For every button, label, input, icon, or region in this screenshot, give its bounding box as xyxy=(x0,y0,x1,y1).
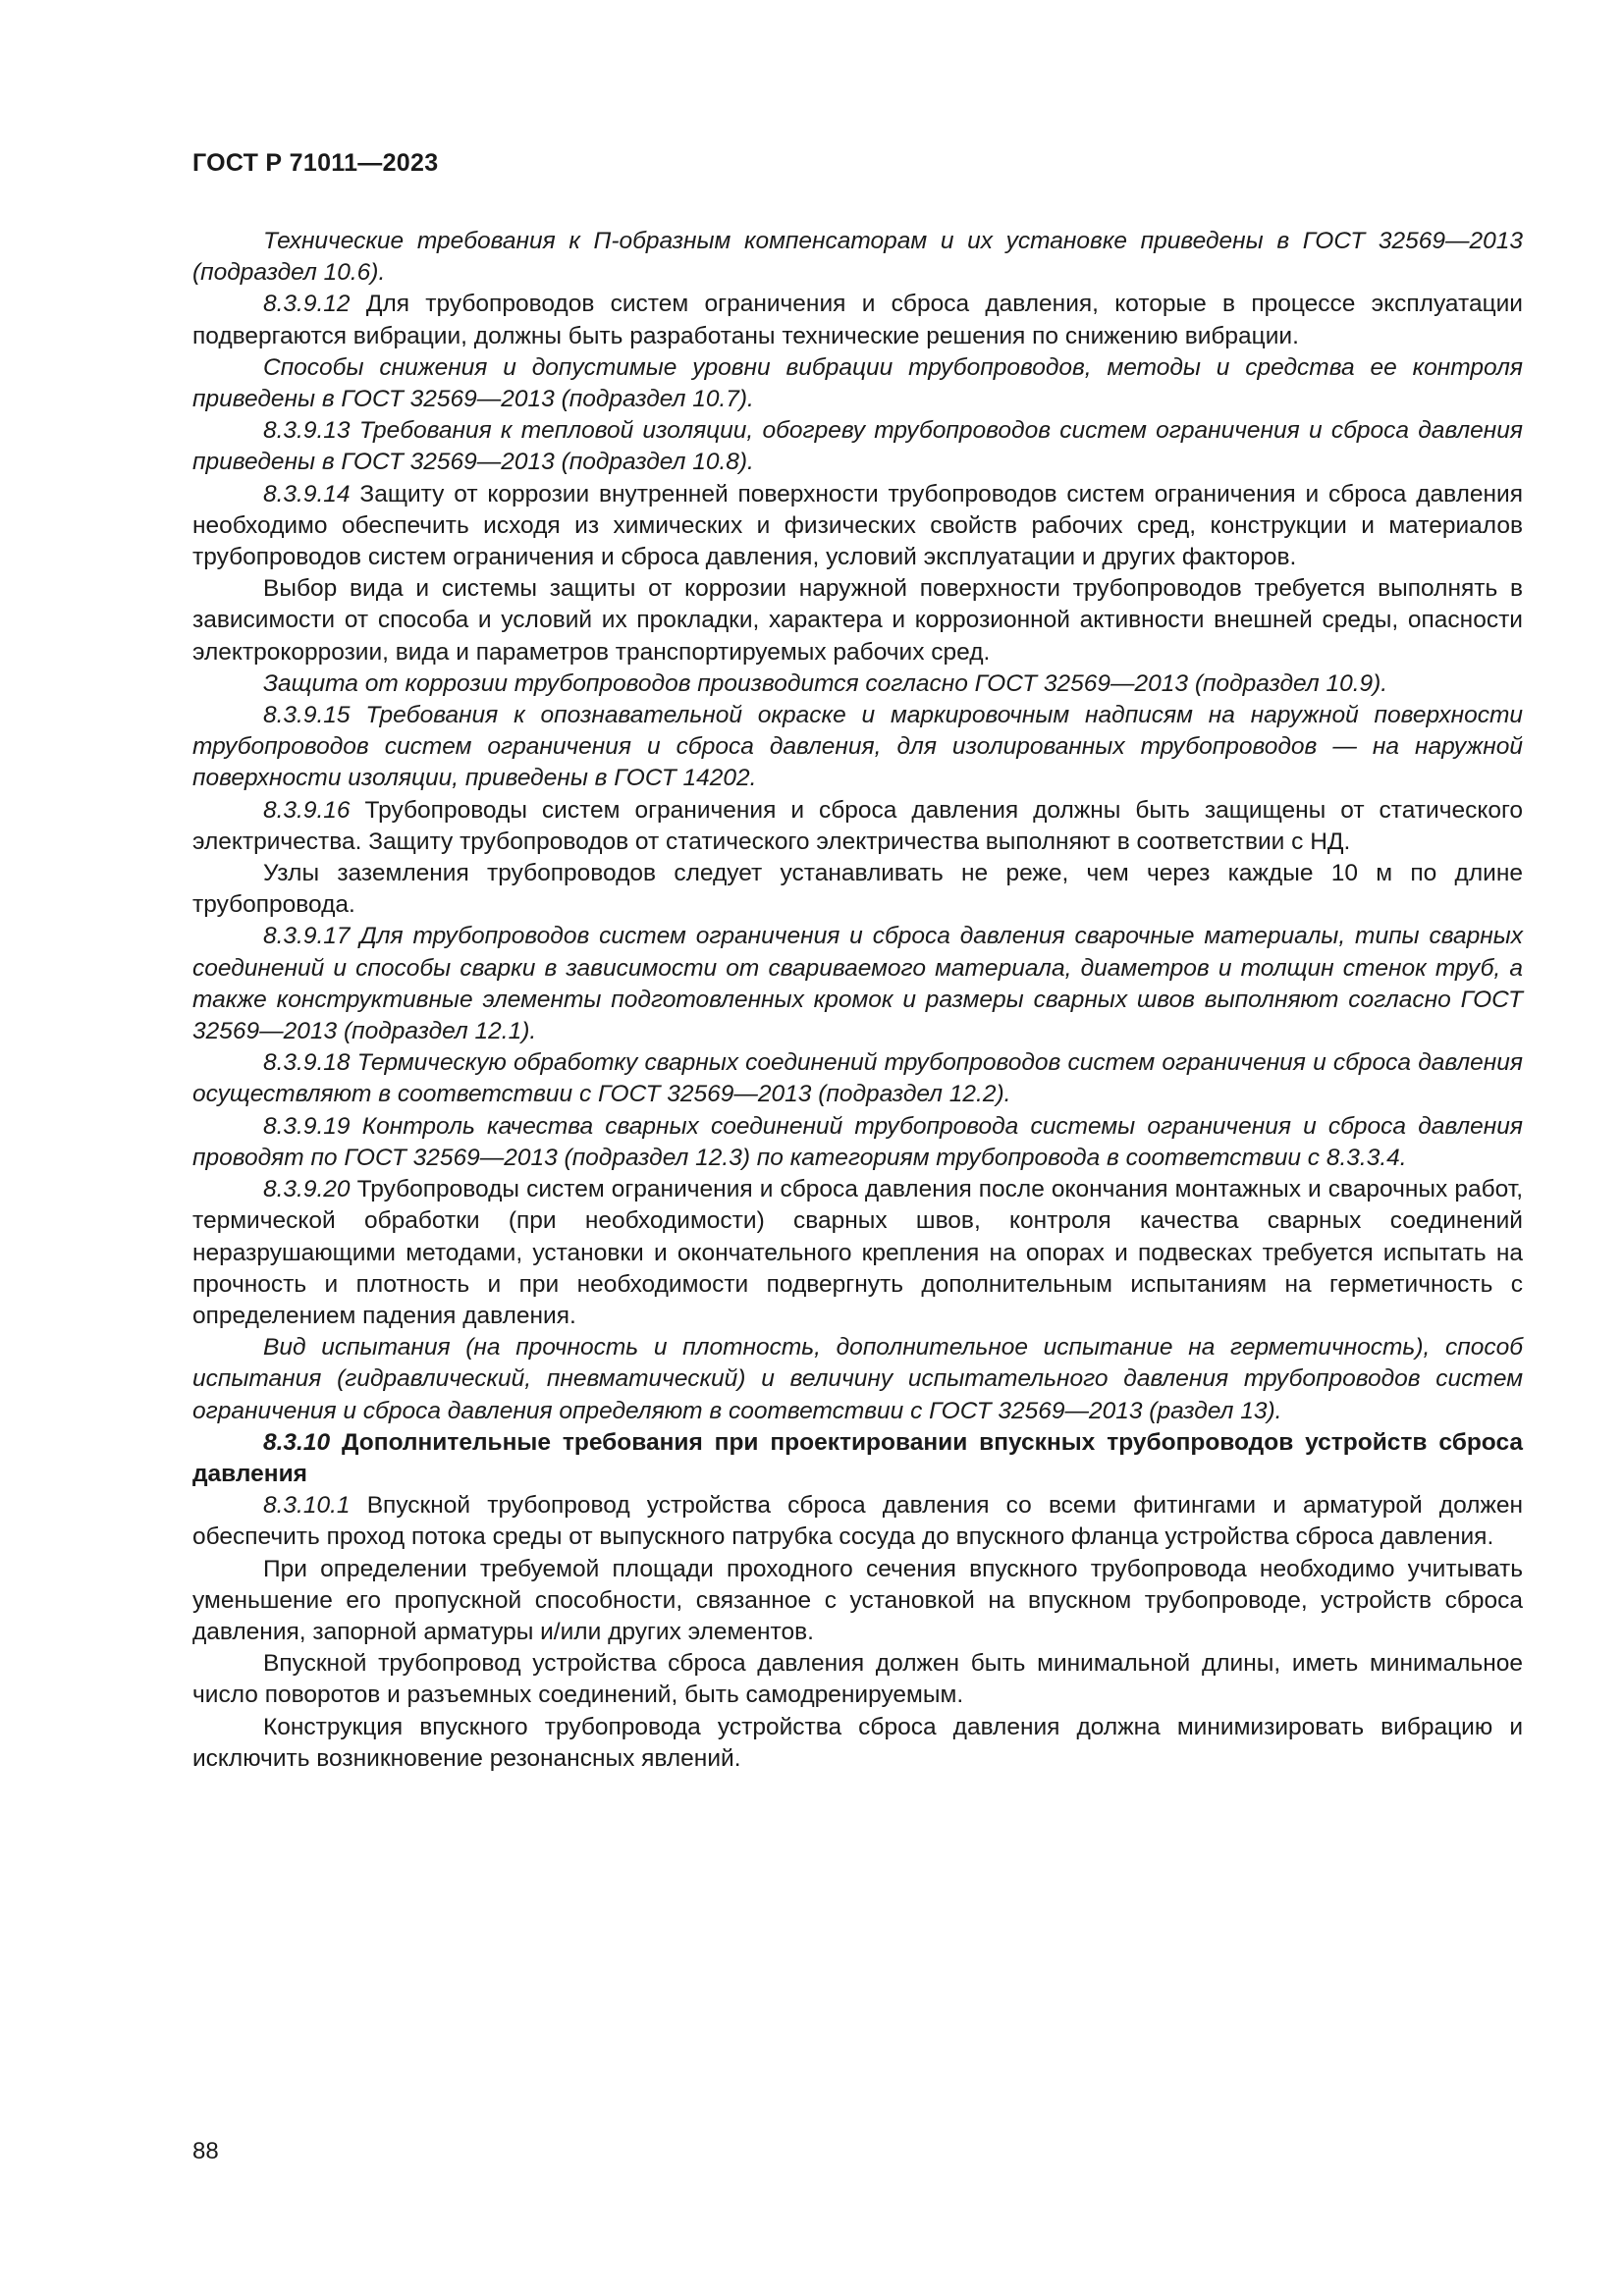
paragraph-text: Требования к опознавательной окраске и маркировочным надписям на наружной поверхности трубопроводов систем ограничения и сброса давления, для изолированных трубопроводов — на наружной поверхности изоляции, приведены в ГОСТ 14202. xyxy=(192,702,1523,792)
paragraph-text: Способы снижения и допустимые уровни вибрации трубопроводов, методы и средства ее контроля приведены в ГОСТ 32569—2013 (подраздел 10.7). xyxy=(192,353,1523,413)
paragraph-text: Дополнительные требования при проектировании впускных трубопроводов устройств сброса давления xyxy=(192,1428,1523,1487)
paragraph-text: Технические требования к П-образным компенсаторам и их установке приведены в ГОСТ 32569—2013 (подраздел 10.6). xyxy=(192,228,1523,287)
clause-number: 8.3.9.12 xyxy=(263,291,351,318)
paragraph-text: Вид испытания (на прочность и плотность, дополнительное испытание на герметичность), способ испытания (гидравлический, пневматический) и величину испытательного давления трубопроводов систем ограничения и сброса давления определяют в соответствии с ГОСТ 32569—2013 (раздел 13). xyxy=(192,1334,1523,1424)
clause-number: 8.3.9.13 xyxy=(263,417,351,445)
clause-paragraph xyxy=(192,1174,1523,1332)
clause-paragraph xyxy=(192,415,1523,478)
clause-number: 8.3.9.19 xyxy=(263,1112,351,1140)
body-paragraph xyxy=(192,1712,1523,1775)
clause-number: 8.3.10 xyxy=(263,1428,331,1456)
body-paragraph xyxy=(192,1332,1523,1427)
body-paragraph xyxy=(192,226,1523,289)
clause-paragraph xyxy=(192,700,1523,795)
paragraph-text: Для трубопроводов систем ограничения и сброса давления сварочные материалы, типы сварных соединений и способы сварки в зависимости от свариваемого материала, диаметров и толщин стенок труб, а также конструктивные элементы подготовленных кромок и размеры сварных швов выполняют согласно ГОСТ 32569—2013 (подраздел 12.1). xyxy=(192,923,1523,1045)
paragraph-text: Защиту от коррозии внутренней поверхности трубопроводов систем ограничения и сброса давления необходимо обеспечить исходя из химических и физических свойств рабочих сред, конструкции и материалов трубопроводов систем ограничения и сброса давления, условий эксплуатации и других факторов. xyxy=(192,480,1523,571)
body-paragraph xyxy=(192,858,1523,921)
page-number: 88 xyxy=(192,2138,219,2164)
clause-number: 8.3.9.16 xyxy=(263,796,351,824)
paragraph-text: Узлы заземления трубопроводов следует устанавливать не реже, чем через каждые 10 м по длине трубопровода. xyxy=(192,860,1523,919)
body-paragraph xyxy=(192,1648,1523,1711)
paragraph-text: При определении требуемой площади проходного сечения впускного трубопровода необходимо учитывать уменьшение его пропускной способности, связанное с установкой на впускном трубопроводе, устройств сброса давления, запорной арматуры и/или других элементов. xyxy=(192,1555,1523,1645)
document-header: ГОСТ Р 71011—2023 xyxy=(192,149,439,177)
clause-number: 8.3.10.1 xyxy=(263,1492,351,1520)
paragraph-text: Термическую обработку сварных соединений трубопроводов систем ограничения и сброса давления осуществляют в соответствии с ГОСТ 32569—2013 (подраздел 12.2). xyxy=(192,1049,1523,1108)
clause-paragraph xyxy=(192,1427,1523,1490)
clause-paragraph xyxy=(192,795,1523,858)
paragraph-text: Трубопроводы систем ограничения и сброса давления должны быть защищены от статического электричества. Защиту трубопроводов от статического электричества выполняют в соответствии с НД. xyxy=(192,796,1523,855)
paragraph-text: Трубопроводы систем ограничения и сброса давления после окончания монтажных и сварочных работ, термической обработки (при необходимости) сварных швов, контроля качества сварных соединений неразрушающими методами, установки и окончательного крепления на опорах и подвесках требуется испытать на прочность и плотность и при необходимости подвергнуть дополнительным испытаниям на герметичность с определением падения давления. xyxy=(192,1176,1524,1329)
clause-paragraph xyxy=(192,479,1523,574)
clause-paragraph xyxy=(192,1490,1523,1553)
clause-paragraph xyxy=(192,921,1523,1047)
clause-number: 8.3.9.18 xyxy=(263,1049,351,1077)
body-paragraph xyxy=(192,668,1523,700)
paragraph-text: Впускной трубопровод устройства сброса давления со всеми фитингами и арматурой должен обеспечить проход потока среды от выпускного патрубка сосуда до впускного фланца устройства сброса давления. xyxy=(192,1492,1523,1551)
paragraph-text: Конструкция впускного трубопровода устройства сброса давления должна минимизировать вибрацию и исключить возникновение резонансных явлений. xyxy=(192,1713,1523,1772)
paragraph-text: Защита от коррозии трубопроводов производится согласно ГОСТ 32569—2013 (подраздел 10.9). xyxy=(263,669,1388,697)
paragraph-text: Требования к тепловой изоляции, обогреву трубопроводов систем ограничения и сброса давления приведены в ГОСТ 32569—2013 (подраздел 10.8). xyxy=(192,417,1523,476)
body-paragraph xyxy=(192,352,1523,415)
paragraph-text: Контроль качества сварных соединений трубопровода системы ограничения и сброса давления проводят по ГОСТ 32569—2013 (подраздел 12.3) по категориям трубопровода в соответствии с 8.3.3.4. xyxy=(192,1112,1523,1171)
clause-paragraph xyxy=(192,1047,1523,1110)
body-paragraph xyxy=(192,573,1523,668)
clause-number: 8.3.9.14 xyxy=(263,480,351,507)
clause-number: 8.3.9.17 xyxy=(263,923,351,950)
clause-number: 8.3.9.20 xyxy=(263,1176,351,1203)
paragraph-text: Выбор вида и системы защиты от коррозии наружной поверхности трубопроводов требуется выполнять в зависимости от способа и условий их прокладки, характера и коррозионной активности внешней среды, опасности электрокоррозии, вида и параметров транспортируемых рабочих сред. xyxy=(192,575,1523,666)
body-paragraph xyxy=(192,1554,1523,1649)
paragraph-text: Для трубопроводов систем ограничения и сброса давления, которые в процессе эксплуатации подвергаются вибрации, должны быть разработаны технические решения по снижению вибрации. xyxy=(192,291,1523,349)
clause-paragraph xyxy=(192,289,1523,351)
clause-paragraph xyxy=(192,1111,1523,1174)
document-body xyxy=(192,226,1523,1775)
clause-number: 8.3.9.15 xyxy=(263,702,351,729)
paragraph-text: Впускной трубопровод устройства сброса давления должен быть минимальной длины, иметь минимальное число поворотов и разъемных соединений, быть самодренируемым. xyxy=(192,1650,1523,1709)
